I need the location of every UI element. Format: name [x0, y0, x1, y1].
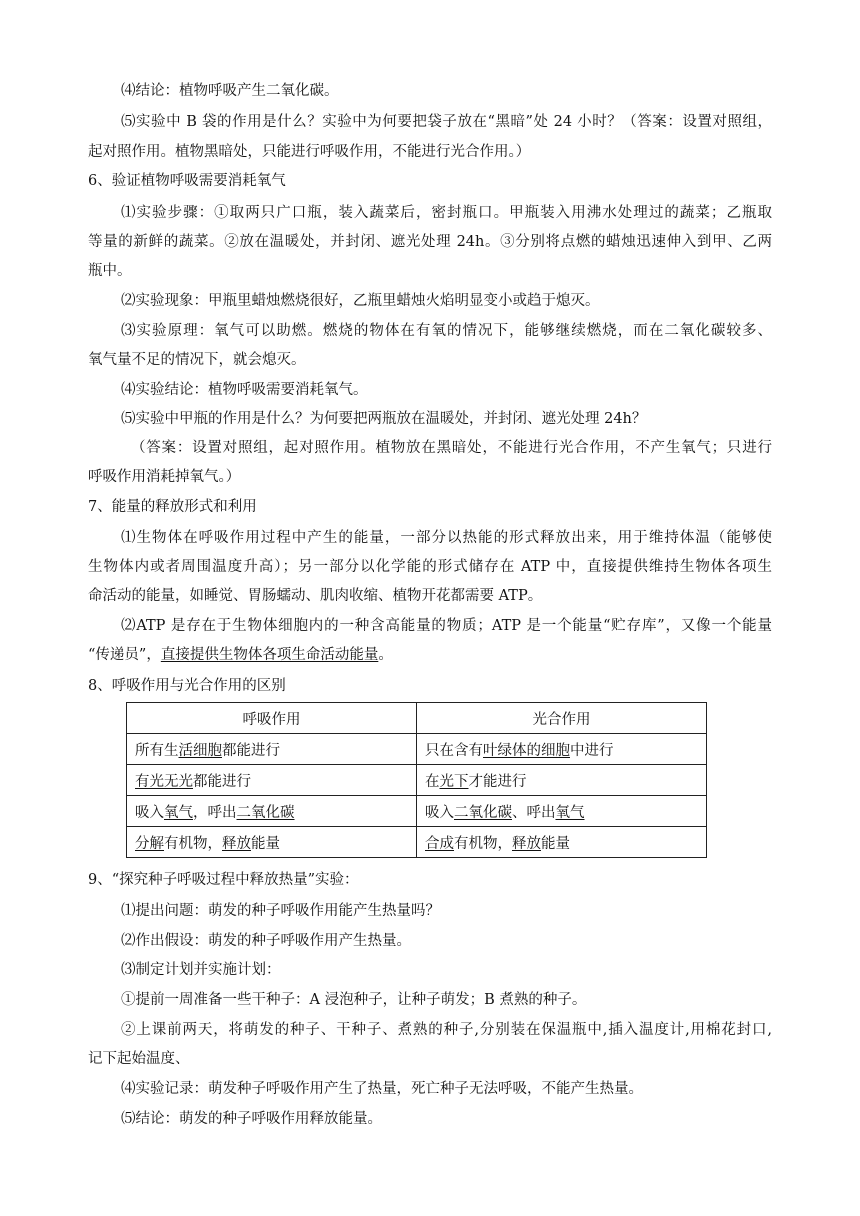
paragraph-line [88, 645, 393, 665]
paragraph-line: 记下起始温度、 [88, 1051, 190, 1067]
text-run: 能量 [541, 835, 570, 852]
underlined-text: 释放 [512, 835, 541, 852]
conclusion-line: ⑸结论：萌发的种子呼吸作用释放能量。 [121, 1111, 382, 1127]
text-run: ，呼出 [193, 804, 237, 821]
underlined-text: 直接提供生物体各项生命活动能量 [160, 647, 379, 663]
underlined-text: 二氧化碳 [454, 804, 512, 821]
text-run: 都能进行 [222, 742, 280, 759]
step-line: 等量的新鲜的蔬菜。②放在温暖处，并封闭、遮光处理 24h。③分别将点燃的蜡烛迅速伸入到甲、乙两 [88, 234, 772, 250]
underlined-text: 有光无光 [135, 773, 193, 790]
underlined-text: 二氧化碳 [236, 804, 295, 821]
table-cell [417, 765, 707, 796]
table-cell [417, 796, 707, 827]
text-run: 所有生 [135, 742, 179, 759]
principle-line: 氧气量不足的情况下，就会熄灭。 [88, 352, 306, 368]
text-run: 、呼出 [512, 804, 556, 821]
text-run: 。 [378, 647, 393, 663]
table-cell [127, 796, 417, 827]
text-run: 中进行 [570, 742, 614, 759]
table-row [127, 827, 707, 858]
table-row [127, 734, 707, 765]
text-run: 有机物， [454, 835, 512, 852]
text-run: 吸入 [135, 804, 164, 821]
section-heading-9: 9、“探究种子呼吸过程中释放热量”实验： [88, 872, 359, 888]
paragraph-line: ⑴提出问题：萌发的种子呼吸作用能产生热量吗？ [121, 903, 440, 919]
section-heading-7: 7、能量的释放形式和利用 [88, 499, 257, 515]
text-run: 才能进行 [468, 773, 527, 790]
table-cell [417, 827, 707, 858]
underlined-text: 合成 [425, 835, 454, 852]
paragraph-line: ⑵作出假设：萌发的种子呼吸作用产生热量。 [121, 933, 411, 949]
paragraph-line: ⑷实验记录：萌发种子呼吸作用产生了热量，死亡种子无法呼吸，不能产生热量。 [121, 1081, 643, 1097]
conclusion-line: ⑷结论：植物呼吸产生二氧化碳。 [121, 83, 339, 99]
paragraph-line: ②上课前两天，将萌发的种子、干种子、煮熟的种子,分别装在保温瓶中,插入温度计,用棉花封口, [121, 1022, 772, 1038]
phenomenon-line: ⑵实验现象：甲瓶里蜡烛燃烧很好，乙瓶里蜡烛火焰明显变小或趋于熄灭。 [121, 293, 600, 309]
header-photosynthesis: 光合作用 [417, 703, 707, 734]
table-header-row [127, 703, 707, 734]
underlined-text: 释放 [222, 835, 251, 852]
paragraph-line: ⑴生物体在呼吸作用过程中产生的能量，一部分以热能的形式释放出来，用于维持体温（能够使 [121, 530, 772, 546]
underlined-text: 分解 [135, 835, 164, 852]
underlined-text: 氧气 [164, 804, 193, 821]
paragraph-line: 命活动的能量，如睡觉、胃肠蠕动、肌肉收缩、植物开花都需要 ATP。 [88, 588, 543, 604]
answer-line: （答案：设置对照组，起对照作用。植物放在黑暗处，不能进行光合作用，不产生氧气；只进行 [131, 440, 772, 456]
underlined-text: 活细胞 [178, 742, 222, 759]
text-run: 能量 [251, 835, 280, 852]
paragraph-line: ⑵ATP 是存在于生物体细胞内的一种含高能量的物质；ATP 是一个能量“贮存库”，又像一个能量 [121, 618, 772, 634]
table-cell [417, 734, 707, 765]
comparison-table [126, 702, 707, 858]
step-line: ⑴实验步骤：①取两只广口瓶，装入蔬菜后，密封瓶口。甲瓶装入用沸水处理过的蔬菜；乙瓶取 [121, 205, 772, 221]
text-run: 吸入 [425, 804, 454, 821]
paragraph-line: ⑶制定计划并实施计划： [121, 962, 281, 978]
underlined-text: 氧气 [555, 804, 585, 821]
step-line: 瓶中。 [88, 263, 132, 279]
answer-line: 呼吸作用消耗掉氧气。） [88, 469, 241, 485]
answer-line: 起对照作用。植物黑暗处，只能进行呼吸作用，不能进行光合作用。） [88, 144, 531, 160]
text-run: 有机物， [164, 835, 222, 852]
text-run: 在 [425, 773, 440, 790]
text-run: “传递员”， [88, 647, 161, 663]
paragraph-line: ①提前一周准备一些干种子：A 浸泡种子，让种子萌发；B 煮熟的种子。 [121, 992, 587, 1008]
section-heading-8: 8、呼吸作用与光合作用的区别 [88, 678, 286, 694]
table-cell [127, 827, 417, 858]
table-row [127, 765, 707, 796]
underlined-text: 叶绿体的细胞 [483, 742, 570, 759]
section-heading-6: 6、验证植物呼吸需要消耗氧气 [88, 173, 286, 189]
text-run: 都能进行 [193, 773, 251, 790]
question-line: ⑸实验中甲瓶的作用是什么？为何要把两瓶放在温暖处，并封闭、遮光处理 24h？ [121, 411, 647, 427]
table-cell [127, 765, 417, 796]
table-row [127, 796, 707, 827]
text-run: 只在含有 [425, 742, 483, 759]
question-line: ⑸实验中 B 袋的作用是什么？实验中为何要把袋子放在“黑暗”处 24 小时？（答案：设置对照组， [121, 114, 772, 130]
header-respiration: 呼吸作用 [127, 703, 417, 734]
principle-line: ⑶实验原理：氧气可以助燃。燃烧的物体在有氧的情况下，能够继续燃烧，而在二氧化碳较多、 [121, 323, 772, 339]
paragraph-line: 生物体内或者周围温度升高）；另一部分以化学能的形式储存在 ATP 中，直接提供维持生物体各项生 [88, 559, 772, 575]
conclusion-line: ⑷实验结论：植物呼吸需要消耗氧气。 [121, 382, 368, 398]
underlined-text: 光下 [439, 773, 469, 790]
table-cell [127, 734, 417, 765]
